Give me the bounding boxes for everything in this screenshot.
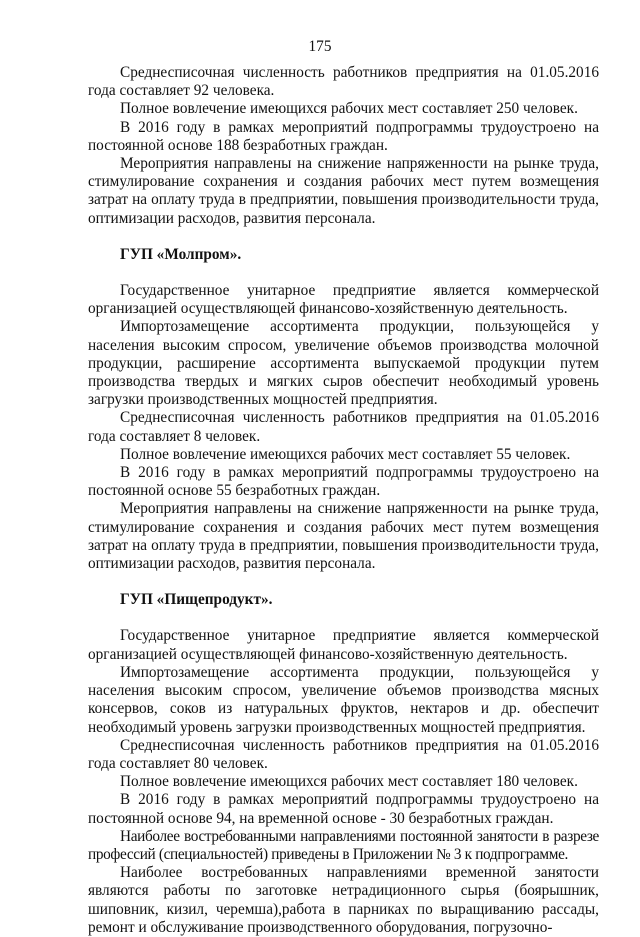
paragraph: Импортозамещение ассортимента продукции, пользующейся у населения высоким спросом, увеличение объемов производства мясных консервов, соков из натуральных фруктов, нектаров и др. обеспечит необходимый уровень загрузки производственных мощностей предприятия. bbox=[88, 663, 599, 736]
paragraph: Полное вовлечение имеющихся рабочих мест составляет 250 человек. bbox=[120, 100, 578, 118]
paragraph: Импортозамещение ассортимента продукции, пользующейся у населения высоким спросом, увеличение объемов производства молочной продукции, расширение ассортимента выпускаемой продукции путем производства твердых и мягких сыров обеспечит необходимый уровень загрузки производственных мощностей предприятия. bbox=[88, 318, 599, 409]
spacer bbox=[88, 264, 599, 282]
spacer bbox=[88, 228, 599, 246]
spacer bbox=[88, 609, 599, 627]
paragraph: Мероприятия направлены на снижение напряженности на рынке труда, стимулирование сохранения и создания рабочих мест путем возмещения затрат на оплату труда в предприятии, повышения производительности труда, оптимизации расходов, развития персонала. bbox=[88, 500, 599, 573]
paragraph: Среднесписочная численность работников предприятия на 01.05.2016 года составляет 80 человек. bbox=[88, 736, 599, 772]
paragraph: Мероприятия направлены на снижение напряженности на рынке труда, стимулирование сохранения и создания рабочих мест путем возмещения затрат на оплату труда в предприятии, повышения производительности труда, оптимизации расходов, развития персонала. bbox=[88, 155, 599, 227]
paragraph: Наиболее востребованных направлениями временной занятости являются работы по заготовке нетрадиционного сырья (боярышник, шиповник, кизил, черемша),работа в парниках по выращиванию рассады, ремонт и обслуживание производственного оборудования, погрузочно- bbox=[88, 864, 599, 936]
paragraph: Государственное унитарное предприятие является коммерческой организацией осуществляющей финансово-хозяйственную деятельность. bbox=[88, 627, 599, 663]
paragraph: В 2016 году в рамках мероприятий подпрограммы трудоустроено на постоянной основе 55 безработных граждан. bbox=[88, 464, 599, 500]
paragraph: Полное вовлечение имеющихся рабочих мест составляет 55 человек. bbox=[120, 445, 571, 463]
document-body bbox=[88, 64, 599, 937]
spacer bbox=[88, 573, 599, 591]
paragraph: Среднесписочная численность работников предприятия на 01.05.2016 года составляет 92 человека. bbox=[88, 64, 599, 100]
paragraph: Наиболее востребованными направлениями постоянной занятости в разрезе профессий (специальностей) приведены в Приложении № 3 к подпрограмме. bbox=[88, 827, 599, 863]
paragraph: Полное вовлечение имеющихся рабочих мест составляет 180 человек. bbox=[120, 773, 578, 791]
page-number: 175 bbox=[308, 38, 332, 55]
paragraph: В 2016 году в рамках мероприятий подпрограммы трудоустроено на постоянной основе 188 безработных граждан. bbox=[88, 118, 599, 154]
paragraph: В 2016 году в рамках мероприятий подпрограммы трудоустроено на постоянной основе 94, на временной основе - 30 безработных граждан. bbox=[88, 791, 599, 827]
section-heading: ГУП «Молпром». bbox=[120, 245, 242, 263]
paragraph: Государственное унитарное предприятие является коммерческой организацией осуществляющей финансово-хозяйственную деятельность. bbox=[88, 282, 599, 318]
section-heading: ГУП «Пищепродукт». bbox=[120, 591, 273, 609]
paragraph: Среднесписочная численность работников предприятия на 01.05.2016 года составляет 8 человек. bbox=[88, 409, 599, 445]
